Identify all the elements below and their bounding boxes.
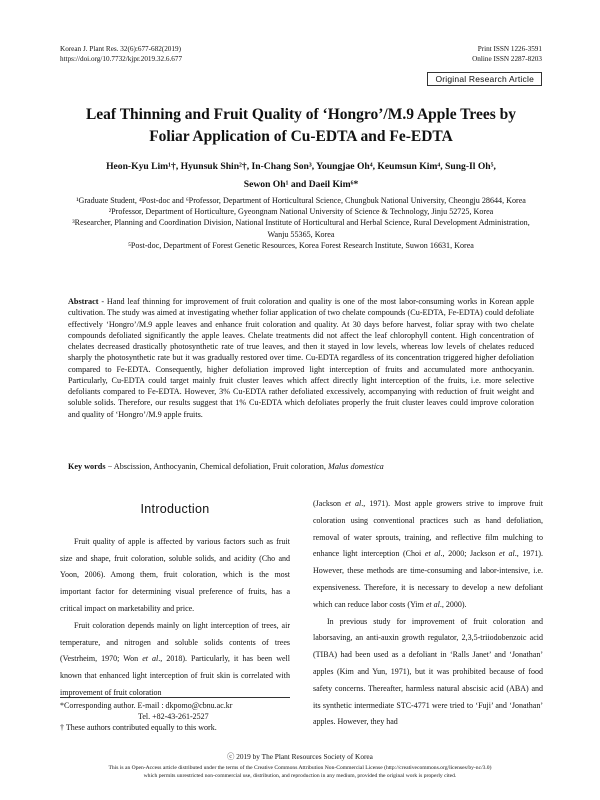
issn-block xyxy=(472,44,542,64)
abstract xyxy=(68,296,534,420)
title-line-2: Foliar Application of Cu-EDTA and Fe-EDTA xyxy=(149,128,453,145)
corresponding-author: *Corresponding author. E-mail : dkpomo@cbnu.ac.kr xyxy=(60,701,233,710)
doi-link[interactable]: https://doi.org/10.7732/kjpr.2019.32.6.677 xyxy=(60,55,183,63)
intro-paragraph-2 xyxy=(60,618,290,702)
affiliation-3: ³Researcher, Planning and Coordination Division, National Institute of Horticultural and Herbal Science, Rural Development Administration, Wanju 55365, Korea xyxy=(72,218,530,239)
etal-4: et al xyxy=(425,599,440,609)
affiliation-4: ⁵Post-doc, Department of Forest Genetic Resources, Korea Forest Research Institute, Suwon 16631, Korea xyxy=(128,240,474,250)
abstract-label: Abstract xyxy=(68,297,99,306)
journal-line: Korean J. Plant Res. 32(6):677-682(2019) xyxy=(60,45,181,53)
equal-contribution-note: † These authors contributed equally to this work. xyxy=(60,723,217,732)
print-issn: Print ISSN 1226-3591 xyxy=(477,45,542,53)
keywords xyxy=(68,461,534,472)
affiliations xyxy=(68,195,534,251)
right-column xyxy=(313,496,543,731)
section-heading-introduction: Introduction xyxy=(140,502,210,516)
title-line-1: Leaf Thinning and Fruit Quality of ‘Hongro’/M.9 Apple Trees by xyxy=(85,106,517,123)
license-line-2: which permits unrestricted non-commercial use, distribution, and reproduction in any medium, provided the original work is properly cited. xyxy=(143,772,457,779)
intro-right-paragraph-1 xyxy=(313,496,543,614)
right-p1-e: ., 2000). xyxy=(439,599,467,609)
license-notice xyxy=(40,765,560,780)
right-p1-b: ., 1971). Most apple growers strive to improve fruit coloration using conventional practices such as hand defoliation, removal of water sprouts, training, and reflective film mulching to enhance light interception (Choi xyxy=(313,499,544,559)
right-p1-d: ., 1971). However, these methods are time-consuming and labor-intensive, i.e. expensiveness. Therefore, it is necessary to develop a new defoliant which can reduce labor costs (Yim xyxy=(313,549,544,609)
right-p1-a: (Jackson xyxy=(313,499,346,508)
intro-p2-end: ., 2018). Particularly, it has been well known that enhanced light interception of fruit skin is correlated with improvement of fruit coloration xyxy=(60,654,291,697)
authors-line-1: Heon-Kyu Lim¹†, Hyunsuk Shin²†, In-Chang Son³, Youngjae Oh⁴, Keumsun Kim⁴, Sung-Il Oh⁵, xyxy=(106,161,496,172)
paper-title xyxy=(60,104,542,148)
affiliation-1: ¹Graduate Student, ⁴Post-doc and ⁶Professor, Department of Horticultural Science, Chungbuk National University, Cheongju 28644, Korea xyxy=(76,196,526,205)
left-column xyxy=(60,496,290,702)
intro-paragraph-1: Fruit quality of apple is affected by various factors such as fruit size and shape, fruit coloration, soluble solids, and acidity (Cho and Yoon, 2006). Among them, fruit coloration, which is the most important factor for determining visual preference of fruits, has a critical impact on marketability and price. xyxy=(60,536,290,613)
intro-p2-start: Fruit coloration depends mainly on light interception of trees, air temperature, and nitrogen and soluble solids contents of trees (Vestrheim, 1970; Won xyxy=(60,620,290,664)
keywords-text: − Abscission, Anthocyanin, Chemical defoliation, Fruit coloration, xyxy=(105,462,328,471)
footnote xyxy=(60,697,290,733)
intro-right-paragraph-2: In previous study for improvement of fruit coloration and laborsaving, an anti-auxin growth regulator, 2,3,5-triiodobenzoic acid (TIBA) had been used as a defoliant in ‘Ralls Janet’ and ‘Jonathan’ apples (Kim and Yun, 1971), but it was prohibited because of food safety concerns. Thereafter, harmless natural abscisic acid (ABA) and its synthetic intermediate STC-4771 were tried to ‘Fuji’ and ‘Jonathan’ apples. However, they had xyxy=(313,616,543,727)
etal-1: et al xyxy=(345,499,362,508)
license-line-1: This is an Open-Access article distributed under the terms of the Creative Commons Attribution Non-Commercial License (http://creativecommons.org/licenses/by-nc/3.0) xyxy=(108,765,492,771)
copyright: ⓒ 2019 by The Plant Resources Society of Korea xyxy=(227,752,373,761)
etal-2: et al xyxy=(424,549,441,559)
etal-3: et al xyxy=(499,549,515,559)
corresponding-tel: Tel. +82-43-261-2527 xyxy=(138,712,209,721)
intro-p2-etal: et al xyxy=(142,654,159,664)
article-type-badge: Original Research Article xyxy=(427,72,542,86)
abstract-text: - Hand leaf thinning for improvement of fruit coloration and quality is one of the most labor-consuming works in Korean apple cultivation. The study was aimed at investigating whether foliar application of two chelate compounds (Cu-EDTA, Fe-EDTA) could defoliate effectively ‘Hongro’/M.9 apple leaves and enhance fruit coloration and quality. At 30 days before harvest, foliar spray with two chelate compounds defoliated significantly the apple leaves. Chelate treatments did not affect the leaf chlorophyll content. High concentration of chelates decreased drastically photosynthetic rate of true leaves, and then it stayed in low levels, whereas low levels of chelates reduced sharply the photosynthetic rate but it was gradually restored over time. Cu-EDTA regardless of its concentration triggered higher defoliation compared to Fe-EDTA. Consequently, higher defoliation improved light interception of fruits and accumulated more anthocyanin. Particularly, Cu-EDTA could target mainly fruit cluster leaves which affect directly light interception of the fruits, i.e. more selective defoliants compared to Fe-EDTA. However, 3% Cu-EDTA rather defoliated excessively, accompanying with reduction of fruit weight and soluble solids. Therefore, our results suggest that 1% Cu-EDTA which defoliates properly the fruit cluster leaves could improve coloration and quality of ‘Hongro’/M.9 apple fruits. xyxy=(68,297,534,419)
journal-citation xyxy=(60,44,182,64)
affiliation-2: ²Professor, Department of Horticulture, Gyeongnam National University of Science & Technology, Jinju 52725, Korea xyxy=(108,207,494,217)
authors-line-2: Sewon Oh¹ and Daeil Kim⁶* xyxy=(243,179,359,190)
keywords-label: Key words xyxy=(68,462,106,471)
right-p1-c: ., 2000; Jackson xyxy=(440,549,500,559)
online-issn: Online ISSN 2287-8203 xyxy=(472,55,542,63)
keywords-species: Malus domestica xyxy=(328,462,384,471)
author-list xyxy=(60,158,542,194)
